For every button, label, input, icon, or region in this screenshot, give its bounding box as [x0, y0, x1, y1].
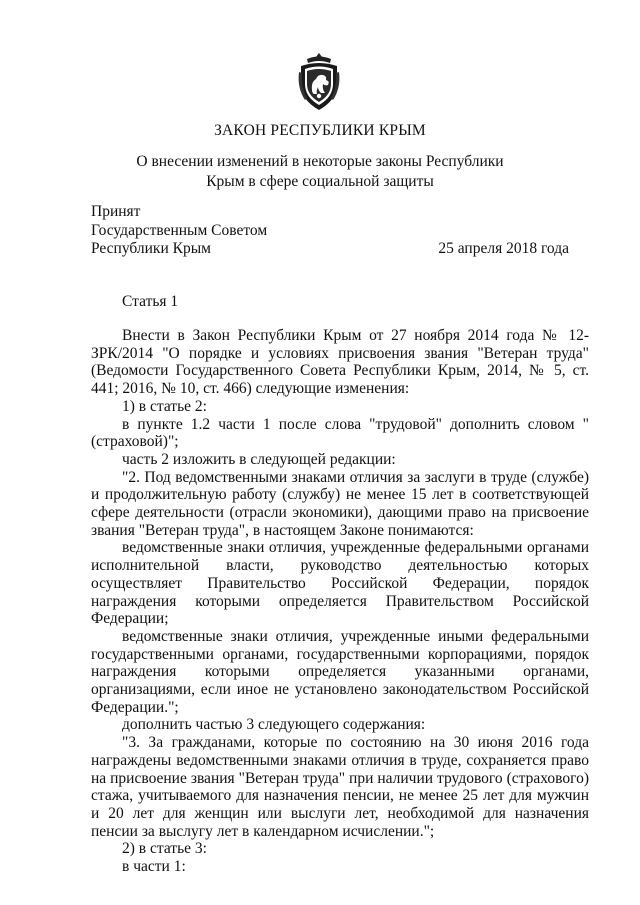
coat-of-arms-icon [297, 52, 341, 112]
adoption-line: Принят [91, 203, 141, 220]
paragraph: Внести в Закон Республики Крым от 27 ноября 2014 года № 12-ЗРК/2014 "О порядке и условиях присвоения звания "Ветеран труда" (Ведомости Государственного Совета Республики Крым, 2014, № 5, ст. 441; 2016, № 10, ст. 466) следующие изменения: [91, 327, 589, 398]
adoption-date: 25 апреля 2018 года [438, 240, 569, 257]
paragraph: 1) в статье 2: [122, 397, 207, 415]
paragraph: "2. Под ведомственными знаками отличия за заслуги в труде (службе) и продолжительную работу (службу) не менее 15 лет в соответствующей сфере деятельности (отрасли экономики), дающими право на присвоение звания "Ветеран труда", в настоящем Законе понимаются: [91, 468, 589, 539]
paragraph: в части 1: [122, 858, 186, 876]
document-title: ЗАКОН РЕСПУБЛИКИ КРЫМ [214, 122, 426, 139]
paragraph: дополнить частью 3 следующего содержания: [122, 716, 426, 734]
paragraph: ведомственные знаки отличия, учрежденные иными федеральными государственными органами, государственными корпорациями, порядок награждения которыми определяется указанными органами, организациями, если иное не установлено законодательством Российской Федерации."; [91, 627, 589, 716]
subtitle-line: О внесении изменений в некоторые законы Республики [136, 153, 504, 170]
article-heading: Статья 1 [122, 293, 179, 310]
article-body [91, 327, 589, 876]
subtitle-line: Крым в сфере социальной защиты [206, 173, 434, 190]
adoption-line: Государственным Советом [91, 221, 268, 239]
adoption-block [91, 203, 267, 259]
paragraph: часть 2 изложить в следующей редакции: [122, 450, 396, 468]
paragraph: "3. За гражданами, которые по состоянию на 30 июня 2016 года награждены ведомственными знаками отличия в труде, сохраняется право на присвоение звания "Ветеран труда" при наличии трудового (страхового) стажа, учитываемого для назначения пенсии, не менее 25 лет для мужчин и 20 лет для женщин или выслуги лет, необходимой для назначения пенсии за выслугу лет в календарном исчислении."; [91, 734, 589, 840]
paragraph: 2) в статье 3: [122, 840, 207, 858]
document-subtitle [0, 152, 640, 192]
paragraph: ведомственные знаки отличия, учрежденные федеральными органами исполнительной власти, руководство деятельностью которых осуществляет Правительство Российской Федерации, порядок награждения которыми определяется Правительством Российской Федерации; [91, 539, 589, 628]
adoption-line: Республики Крым [91, 240, 211, 257]
paragraph: в пункте 1.2 части 1 после слова "трудовой" дополнить словом "(страховой)"; [91, 415, 589, 451]
